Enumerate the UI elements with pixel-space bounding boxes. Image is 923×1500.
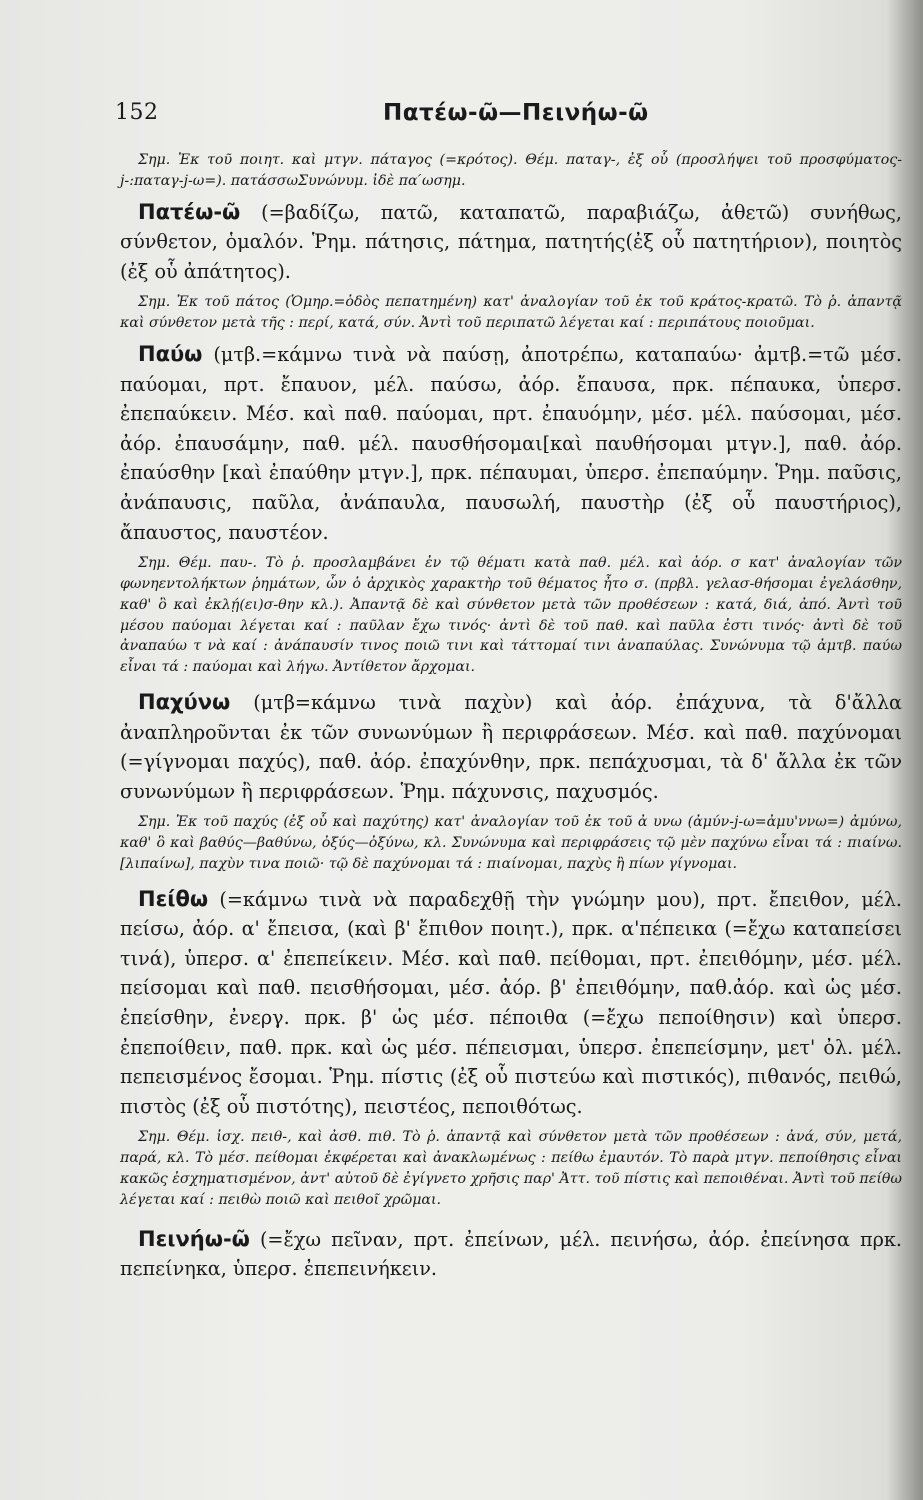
note-block [120, 292, 902, 334]
entry-text: (=κάμνω τινὰ νὰ παραδεχθῇ τὴν γνώμην μου), πρτ. ἔπειθον, μέλ. πείσω, ἀόρ. α' ἔπεισα, (καὶ β' ἔπιθον ποιητ.), πρκ. α'πέπεικα (=ἔχω καταπείσει τινά), ὑπερσ. α' ἐπεπείκειν. Μέσ. καὶ παθ. πείθομαι, πρτ. ἐπειθόμην, μέσ. μέλ. πείσομαι καὶ παθ. πεισθήσομαι, μέσ. ἀόρ. β' ἐπειθόμην, παθ.ἀόρ. καὶ ὡς μέσ. ἐπείσθην, ἐνεργ. πρκ. β' ὡς μέσ. πέποιθα (=ἔχω πεποίθησιν) καὶ ὑπερσ. ἐπεποίθειν, παθ. πρκ. καὶ ὡς μέσ. πέπεισμαι, ὑπερσ. ἐπεπείσμην, μετ' ὀλ. μέλ. πεπεισμένος ἔσομαι. Ῥημ. πίστις (ἐξ οὗ πιστεύω καὶ πιστικός), πιθανός, πειθώ, πιστὸς (ἐξ οὗ πιστότης), πειστέος, πεποιθότως. [120, 887, 902, 1118]
entry-text: (μτβ=κάμνω τινὰ παχὺν) καὶ ἀόρ. ἐπάχυνα, τὰ δ'ἄλλα ἀναπληροῦνται ἐκ τῶν συνωνύμων ἢ περιφράσεων. Μέσ. καὶ παθ. παχύνομαι (=γίγνομαι παχύς), παθ. ἀόρ. ἐπαχύνθην, πρκ. πεπάχυσμαι, τὰ δ' ἄλλα ἐκ τῶν συνωνύμων ἢ περιφράσεων. Ῥημ. πάχυνσις, παχυσμός. [120, 690, 902, 803]
entry-headword: Πατέω-ῶ [138, 199, 241, 224]
dictionary-entry [120, 885, 902, 1122]
note-text: Σημ. Ἐκ τοῦ ποιητ. καὶ μτγν. πάταγος (=κρότος). Θέμ. παταγ-, ἐξ οὗ (προσλήψει τοῦ προσφύματος-j-:παταγ-j-ω=). πατάσσωΣυνώνυμ. ἰδὲ πα ́ωσημ. [120, 152, 902, 189]
note-block [120, 812, 902, 874]
dictionary-entry [120, 198, 902, 287]
page-header [115, 100, 895, 134]
note-text: Σημ. Ἐκ τοῦ παχύς (ἐξ οὗ καὶ παχύτης) κατ' ἀναλογίαν τοῦ ἐκ τοῦ ἀ υνω (ἀμύν-j-ω=ἀμυ'ννω=) ἀμύνω, καθ' ὃ καὶ βαθύς—βαθύνω, ὀξύς—ὀξύνω, κλ. Συνώνυμα καὶ περιφράσεις τῷ μὲν παχύνω εἶναι τά : πιαίνω. [λιπαίνω], παχὺν τινα ποιῶ· τῷ δὲ παχύνομαι τά : πιαίνομαι, παχὺς ἢ πίων γίγνομαι. [120, 814, 902, 872]
dictionary-entry [120, 340, 902, 547]
dictionary-content [120, 150, 902, 1284]
entry-headword: Παύω [138, 341, 203, 366]
note-block [120, 150, 902, 192]
running-head: Πατέω-ῶ—Πεινήω-ῶ [383, 100, 649, 126]
note-text: Σημ. Θέμ. ἰσχ. πειθ-, καὶ ἀσθ. πιθ. Τὸ ῥ. ἀπαντᾷ καὶ σύνθετον μετὰ τῶν προθέσεων : ἀνά, σύν, μετά, παρά, κλ. Τὸ μέσ. πείθομαι ἐκφέρεται καὶ ἀνακλωμένως : πείθω ἐμαυτόν. Τὸ παρὰ μτγν. πεποίθησις εἶναι κακῶς ἐσχηματισμένον, ἀντ' αὐτοῦ δὲ ἐγίγνετο χρῆσις παρ' Ἀττ. τοῦ πίστις καὶ πεποιθέναι. Ἀντὶ τοῦ πείθω λέγεται καί : πειθὼ ποιῶ καὶ πειθοῖ χρῶμαι. [120, 1129, 902, 1208]
entry-text: (μτβ.=κάμνω τινὰ νὰ παύσῃ, ἀποτρέπω, καταπαύω· ἀμτβ.=τῶ μέσ. παύομαι, πρτ. ἔπαυον, μέλ. παύσω, ἀόρ. ἔπαυσα, πρκ. πέπαυκα, ὑπερσ. ἐπεπαύκειν. Μέσ. καὶ παθ. παύομαι, πρτ. ἐπαυόμην, μέσ. μέλ. παύσομαι, μέσ. ἀόρ. ἐπαυσάμην, παθ. μέλ. παυσθήσομαι[καὶ παυθήσομαι μτγν.], παθ. ἀόρ. ἐπαύσθην [καὶ ἐπαύθην μτγν.], πρκ. πέπαυμαι, ὑπερσ. ἐπεπαύμην. Ῥημ. παῦσις, ἀνάπαυσις, παῦλα, ἀνάπαυλα, παυσωλή, παυστὴρ (ἐξ οὗ παυστήριος), ἄπαυστος, παυστέον. [120, 342, 902, 544]
note-text: Σημ. Ἐκ τοῦ πάτος (Ὁμηρ.=ὁδὸς πεπατημένη) κατ' ἀναλογίαν τοῦ ἐκ τοῦ κράτος-κρατῶ. Τὸ ῥ. ἀπαντᾷ καὶ σύνθετον μετὰ τῆς : περί, κατά, σύν. Ἀντὶ τοῦ περιπατῶ λέγεται καί : περιπάτους ποιοῦμαι. [120, 294, 902, 332]
note-text: Σημ. Θέμ. παυ-. Τὸ ῥ. προσλαμβάνει ἐν τῷ θέματι κατὰ παθ. μέλ. καὶ ἀόρ. σ κατ' ἀναλογίαν τῶν φωνηεντολήκτων ῥημάτων, ὧν ὁ ἀρχικὸς χαρακτὴρ τοῦ θέματος ἦτο σ. (πρβλ. γελασ-θήσομαι ἐγελάσθην, καθ' ὃ καὶ ἐκλῄ(ει)σ-θην κλ.). Ἀπαντᾷ δὲ καὶ σύνθετον μετὰ τῶν προθέσεων : κατά, διά, ἀπό. Ἀντὶ τοῦ μέσου παύομαι λέγεται καί : παῦλαν ἔχω τινός· ἀντὶ δὲ τοῦ παθ. καὶ παῦλα ἐστι τινός· ἀντὶ δὲ τοῦ ἀναπαύω τ νὰ καί : ἀνάπαυσίν τινος ποιῶ τινι καὶ τάττομαί τινι ἀναπαύλας. Συνώνυμα τῷ ἀμτβ. παύω εἶναι τά : παύομαι καὶ λήγω. Ἀντίθετον ἄρχομαι. [120, 555, 902, 676]
page-number: 152 [115, 100, 159, 125]
dictionary-entry [120, 1225, 902, 1284]
dictionary-entry [120, 688, 902, 806]
entry-headword: Πείθω [138, 886, 209, 911]
entry-headword: Πεινήω-ῶ [138, 1226, 250, 1251]
entry-text: (=ἔχω πεῖναν, πρτ. ἐπείνων, μέλ. πεινήσω, ἀόρ. ἐπείνησα πρκ. πεπείνηκα, ὑπερσ. ἐπεπεινήκειν. [120, 1227, 902, 1281]
note-block [120, 553, 902, 678]
entry-text: (=βαδίζω, πατῶ, καταπατῶ, παραβιάζω, ἀθετῶ) συνήθως, σύνθετον, ὁμαλόν. Ῥημ. πάτησις, πάτημα, πατητής(ἐξ οὗ πατητήριον), ποιητὸς (ἐξ οὗ ἀπάτητος). [120, 200, 902, 283]
entry-headword: Παχύνω [138, 689, 231, 714]
note-block [120, 1127, 902, 1210]
